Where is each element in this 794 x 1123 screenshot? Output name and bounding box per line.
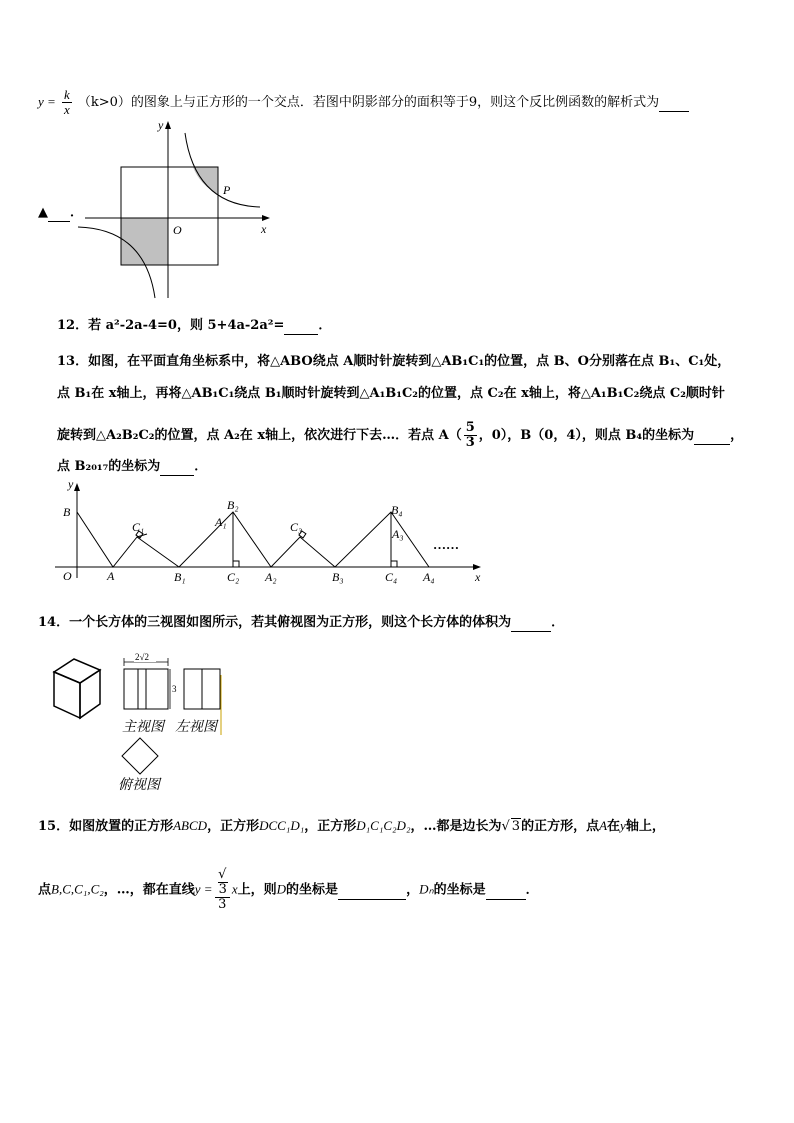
label-C3: C₃ (290, 520, 303, 534)
right-angle-c2 (233, 561, 239, 567)
q15-line-2: 点B,C,C₁,C₂，…，都在直线y = √ 3 3 x上，则D的坐标是 ，Dₙ的坐标是 ． (38, 867, 539, 912)
label-C2: C₂ (227, 570, 240, 584)
label-p: P (223, 183, 231, 197)
q15-answer-blank-2 (486, 883, 526, 900)
q12-answer-blank (284, 318, 318, 335)
y-arrow (74, 483, 80, 491)
q13-fraction: $\frac{5}{3}$ (465, 420, 475, 450)
cuboid (54, 659, 100, 718)
ellipsis: …… (433, 537, 459, 552)
label-O: O (63, 569, 72, 583)
right-angle-c4 (391, 561, 397, 567)
label-A2: A₂ (265, 570, 277, 584)
q11-answer-blank (659, 95, 689, 112)
label-x: x (261, 222, 267, 236)
q13-line-4: 点 B₂₀₁₇的坐标为 ． (57, 459, 208, 474)
label-x: x (475, 570, 481, 584)
label-o: O (173, 223, 182, 237)
q13-line-3: 旋转到△A₂B₂C₂的位置，点 A₂在 x轴上，依次进行下去…．若点 A（ $\frac{5}{3}$ ，0），B（0，4），则点 B₄的坐标为 ， (57, 420, 744, 450)
q12-line: 12．若 a²-2a-4=0，则 5+4a-2a²= ． (57, 318, 332, 333)
label-y: y (68, 478, 74, 491)
top-view-diamond (122, 738, 158, 774)
label-B3: B₃ (332, 570, 344, 584)
q13-figure (55, 478, 495, 588)
label-A1: A₁ (215, 515, 227, 529)
y-arrow (165, 121, 171, 129)
top-view-label: 俯视图 (118, 778, 160, 793)
width-label: 2√2 (135, 652, 149, 662)
label-B1: B₁ (174, 570, 186, 584)
height-label: 3 (172, 684, 177, 694)
q13-line-2: 点 B₁在 x轴上，再将△AB₁C₁绕点 B₁顺时针旋转到△A₁B₁C₂的位置，点 C₂在 x轴上，将△A₁B₁C₂绕点 C₂顺时针 (57, 386, 725, 401)
triangle-chain (77, 512, 429, 567)
label-A4: A₄ (423, 570, 435, 584)
q13-answer-blank-1 (694, 428, 730, 445)
label-y: y (158, 118, 164, 132)
left-view-label: 左视图 (175, 720, 217, 735)
q11-fraction: $\frac{k}{x}$ (63, 87, 70, 117)
q11-answer-marker: ▲ ． (38, 205, 84, 220)
q13-line-1: 13．如图，在平面直角坐标系中，将△ABO绕点 A顺时针旋转到△AB₁C₁的位置，点 B、O分别落在点 B₁、C₁处， (57, 354, 731, 369)
label-A3: A₃ (392, 527, 404, 541)
q13-answer-blank-2 (160, 459, 194, 476)
label-B4: B₄ (391, 503, 403, 517)
label-B: B (63, 505, 71, 519)
q11-figure (75, 115, 275, 305)
x-arrow (262, 215, 270, 221)
q15-line-1: 15．如图放置的正方形ABCD，正方形DCC₁D₁，正方形D₁C₁C₂D₂，…都是边长为√ 3的正方形，点A在y轴上， (38, 818, 665, 834)
q15-fraction: √ 3 3 (215, 868, 230, 912)
label-C1: C₁ (132, 520, 145, 534)
label-A: A (107, 569, 115, 583)
front-view-label: 主视图 (122, 720, 164, 735)
q15-answer-blank-1 (338, 883, 406, 900)
q14-figure (48, 645, 238, 795)
q11-text-line: y = $\frac{k}{x}$ （k>0）的图象上与正方形的一个交点．若图中阴影部分的面积等于9，则这个反比例函数的解析式为 (38, 88, 689, 117)
shade-lower-left (121, 218, 168, 265)
label-C4: C₄ (385, 570, 398, 584)
q14-answer-blank (511, 615, 551, 632)
label-B2: B₂ (227, 498, 239, 512)
q14-line: 14．一个长方体的三视图如图所示，若其俯视图为正方形，则这个长方体的体积为 ． (38, 615, 565, 630)
